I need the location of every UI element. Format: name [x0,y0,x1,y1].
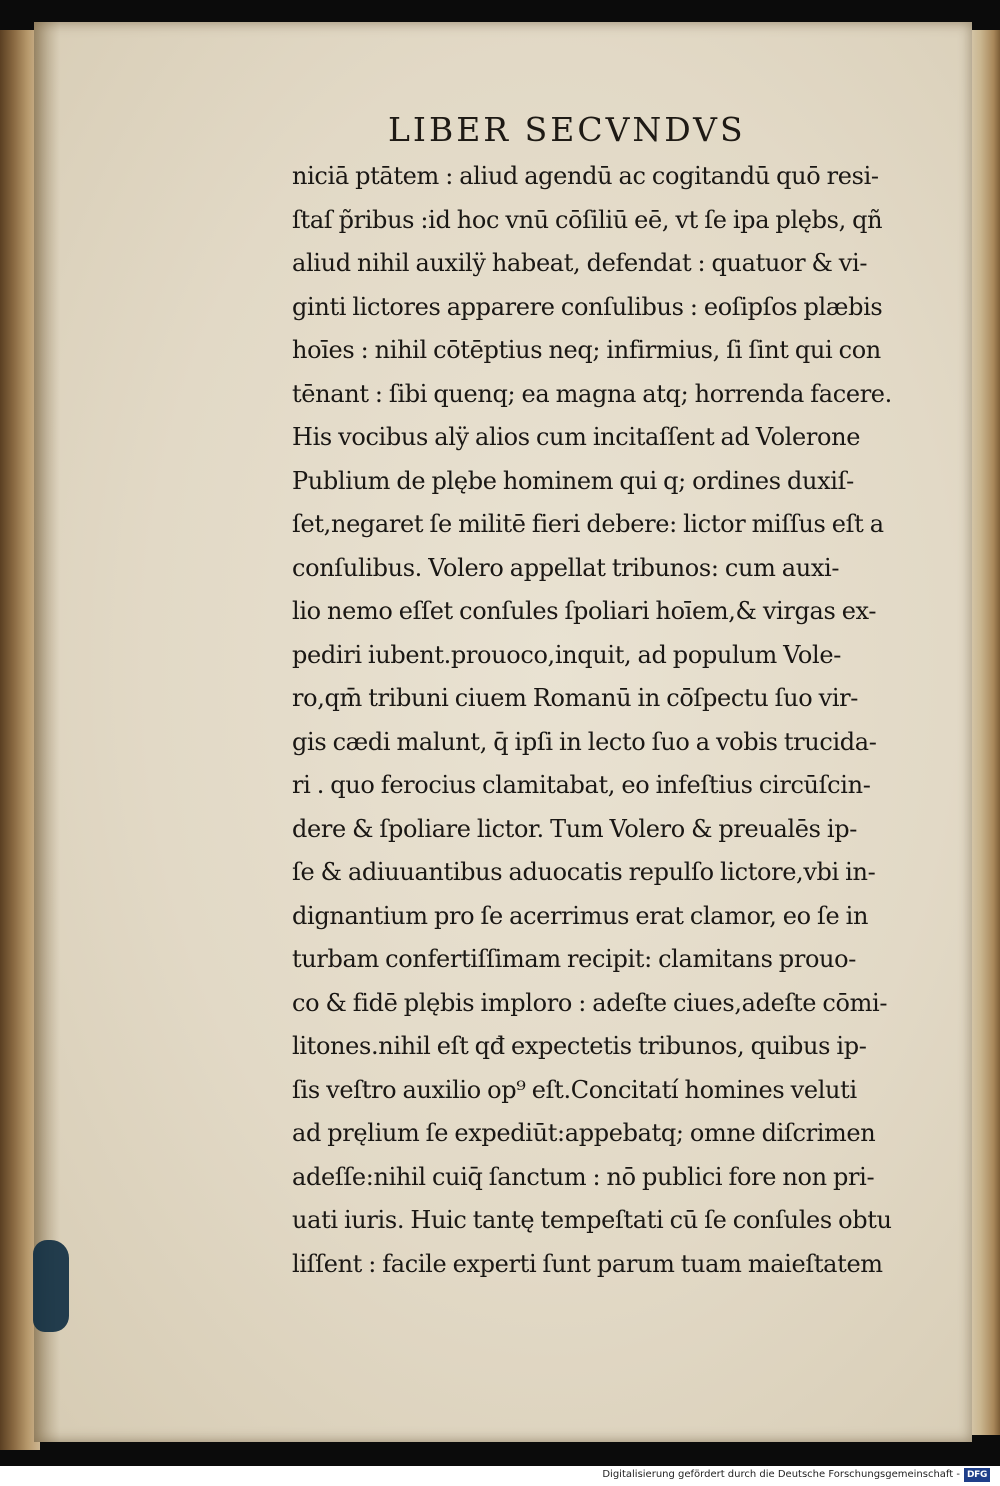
text-line: ſet,negaret ſe militē fieri debere: lictor miſſus eſt a [292,510,884,538]
text-line: gis cædi malunt, q̄ ipſi in lecto ſuo a vobis trucida- [292,727,877,756]
text-line: dere & ſpoliare lictor. Tum Volero & preualēs ip- [292,814,857,843]
text-line: ri . quo ferocius clamitabat, eo infeſtius circūſcin- [292,771,871,799]
text-line: lio nemo eſſet conſules ſpoliari hoīem,& virgas ex- [292,597,877,625]
digitization-credit: Digitalisierung gefördert durch die Deutsche Forschungsgemeinschaft - [602,1469,960,1480]
margin-stain [33,1240,69,1332]
text-line: conſulibus. Volero appellat tribunos: cum auxi- [292,553,840,582]
text-line: dignantium pro ſe acerrimus erat clamor, eo ſe in [292,901,869,930]
text-line: Publium de plębe hominem qui q; ordines duxiſ- [292,466,854,495]
text-line: litones.nihil eſt qđ expectetis tribunos, quibus ip- [292,1032,867,1060]
text-line: ſtaſ p̃ribus :id hoc vnū cōſiliū eē, vt ſe ipa plębs, qñ [292,205,883,234]
text-line: ſe & adiuuantibus aduocatis repulſo lictore,vbi in- [292,858,876,886]
book-edge-right [968,30,1000,1435]
text-line: niciā ptātem : aliud agendū ac cogitandū quō resi- [292,162,879,190]
text-line: ſis veſtro auxilio op⁹ eſt.Concitatí homines veluti [292,1075,857,1104]
text-line: ro,qm̄ tribuni ciuem Romanū in cōſpectu ſuo vir- [292,684,859,712]
text-line: turbam confertiſſimam recipit: clamitans prouo- [292,945,857,973]
text-line: aliud nihil auxilÿ habeat, defendat : quatuor & vi- [292,249,868,277]
text-line: liſſent : facile experti ſunt parum tuam maieſtatem [292,1249,883,1278]
page-gutter-shadow [34,22,60,1442]
text-line: tēnant : ſibi quenq; ea magna atq; horrenda facere. [292,379,892,408]
body-text [292,155,922,1286]
dfg-logo: DFG [964,1468,990,1482]
text-line: uati iuris. Huic tantę tempeſtati cū ſe conſules obtu [292,1206,892,1234]
text-line: hoīes : nihil cōtēptius neq; infirmius, ſi ſint qui con [292,336,881,364]
text-line: adeſſe:nihil cuiq̄ ſanctum : nō publici fore non pri- [292,1162,875,1191]
text-line: His vocibus alÿ alios cum incitaſſent ad Volerone [292,423,861,451]
running-heading: LIBER SECVNDVS [388,110,746,149]
text-line: ginti lictores apparere conſulibus : eoſipſos plæbis [292,292,883,321]
text-line: co & fidē plębis imploro : adeſte ciues,adeſte cōmi- [292,988,888,1017]
text-line: pediri iubent.prouoco,inquit, ad populum Vole- [292,640,841,669]
text-line: ad pręlium ſe expediūt:appebatq; omne diſcrimen [292,1119,876,1147]
